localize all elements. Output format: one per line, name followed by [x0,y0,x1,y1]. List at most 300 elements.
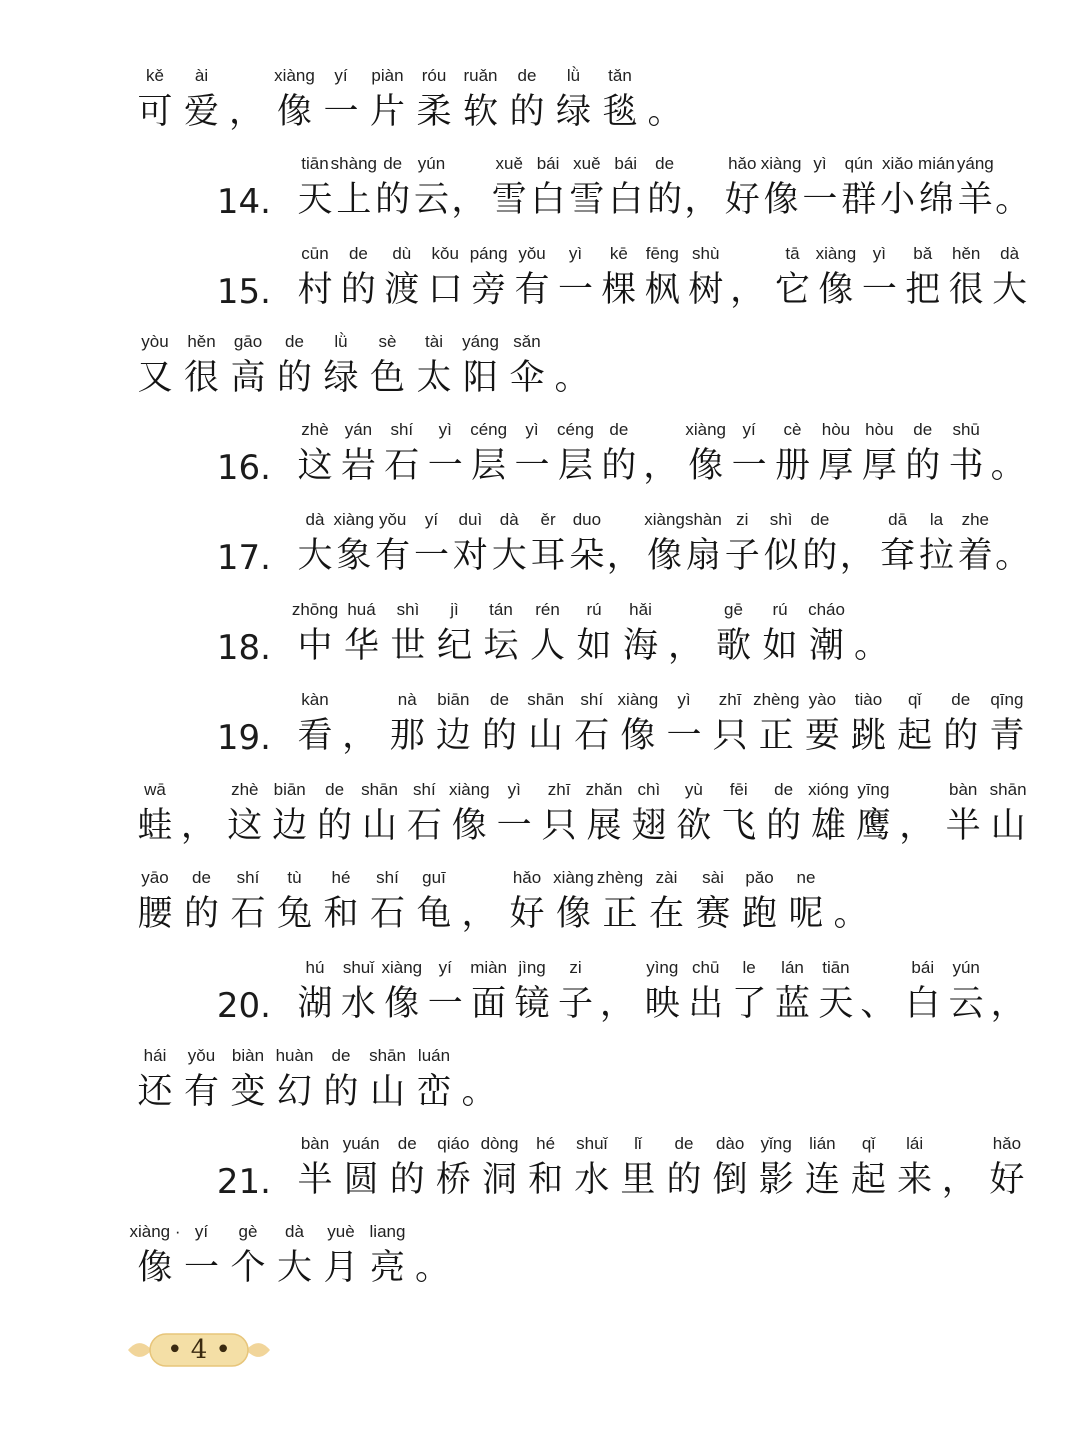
item-number: 20. [216,986,271,1026]
hanzi: 水 [574,1160,610,1200]
pinyin: hái [143,1046,167,1065]
hanzi: 跑 [741,894,777,934]
pinyin: zhe [961,510,990,529]
pinyin: tài [425,332,443,351]
punctuation [987,958,1033,1048]
text-line [0,780,1079,870]
hanzi: 。 [415,1248,451,1288]
hanzi: 的 [317,806,353,846]
hanzi: 。 [995,180,1031,220]
hanzi: ， [599,984,635,1024]
pinyin-character [292,690,338,780]
hanzi: 那 [389,716,425,756]
pinyin: hòu [821,420,851,439]
pinyin: yì [507,780,521,799]
hanzi: 棵 [601,270,637,310]
pinyin: zài [655,868,678,887]
hanzi: 一 [323,92,359,132]
pinyin: de [655,154,675,173]
pinyin: yí [742,420,756,439]
hanzi: ， [899,806,935,846]
punctuation [551,332,597,422]
pinyin: hú [305,958,325,977]
pinyin: xiàng [274,66,315,85]
hanzi: 飞 [721,806,757,846]
hanzi: 只 [541,806,577,846]
pinyin: zi [569,958,582,977]
hanzi: 和 [323,894,359,934]
pinyin: de [951,690,971,709]
hanzi: ， [990,984,1026,1024]
pinyin: de [774,780,794,799]
pinyin: rén [535,600,560,619]
pinyin: lǐ [634,1134,642,1153]
hanzi: 有 [183,1072,219,1112]
pinyin: xiàng [333,510,375,529]
pinyin: xiǎo [882,154,914,173]
hanzi: 来 [897,1160,933,1200]
hanzi: ， [839,536,875,576]
pinyin: xiàng [448,780,490,799]
pinyin: qīng [990,690,1024,709]
pinyin: cūn [301,244,329,263]
pinyin: qún [844,154,873,173]
pinyin: xiàng [644,510,685,529]
hanzi: 的 [276,358,312,398]
page-number-badge [124,1330,274,1370]
text-line [0,958,1079,1048]
hanzi: 一 [861,270,897,310]
text-line [0,332,1079,422]
hanzi: 大 [491,536,527,576]
pinyin: lán [781,958,804,977]
pinyin: guī [422,868,446,887]
pinyin: tiào [854,690,883,709]
pinyin: jì [450,600,459,619]
pinyin: fēng [645,244,679,263]
hanzi: 可 [137,92,173,132]
hanzi: 月 [323,1248,359,1288]
pinyin: jìng [518,958,546,977]
hanzi: 边 [272,806,308,846]
pinyin: ài [194,66,209,85]
pinyin: yuè [327,1222,355,1241]
hanzi: 幻 [276,1072,312,1112]
hanzi: 的 [666,1160,702,1200]
pinyin: biān [273,780,306,799]
pinyin: yǒu [187,1046,216,1065]
pinyin: hǎo [512,868,542,887]
pinyin-character [683,244,729,334]
hanzi: 像 [451,806,487,846]
pinyin: lǜ [334,332,348,351]
hanzi: 雪 [491,180,527,220]
pinyin: zhèng [753,690,800,709]
text-line [0,244,1079,334]
hanzi: 像 [384,984,420,1024]
hanzi: 边 [435,716,471,756]
pinyin: duo [572,510,602,529]
pinyin: de [609,420,629,439]
pinyin: yìng [646,958,679,977]
pinyin: yīng [857,780,890,799]
hanzi: 软 [462,92,498,132]
pinyin: hǎi [629,600,652,619]
hanzi: ， [451,180,487,220]
punctuation [850,600,896,690]
hanzi: 又 [137,358,173,398]
hanzi: 潮 [808,626,844,666]
punctuation [830,868,876,958]
hanzi: 的 [323,1072,359,1112]
pinyin: shān [527,690,565,709]
pinyin: yāo [141,868,169,887]
pinyin: qǐ [908,690,922,709]
hanzi: 朵 [569,536,605,576]
pinyin: shàng [330,154,377,173]
hanzi: 。 [995,536,1031,576]
pinyin: hěn [187,332,216,351]
hanzi: 雄 [810,806,846,846]
pinyin: sài [702,868,724,887]
pinyin: shù [691,244,720,263]
hanzi: 跳 [850,716,886,756]
hanzi: 了 [731,984,767,1024]
hanzi: 书 [948,446,984,486]
pinyin: xuě [495,154,523,173]
hanzi: 的 [943,716,979,756]
hanzi: 。 [854,626,890,666]
hanzi: 的 [340,270,376,310]
pinyin: shì [769,510,793,529]
hanzi: 山 [369,1072,405,1112]
text-line [0,1046,1079,1136]
pinyin: shān [369,1046,406,1065]
text-line [0,690,1079,780]
hanzi: 坛 [483,626,519,666]
hanzi: 一 [802,180,838,220]
pinyin: de [397,1134,417,1153]
text-line [0,1222,1079,1312]
hanzi: 它 [775,270,811,310]
hanzi: 石 [384,446,420,486]
pinyin: yì [525,420,539,439]
pinyin: cè [783,420,802,439]
hanzi: 柔 [416,92,452,132]
punctuation [411,1222,457,1312]
hanzi: 云 [414,180,450,220]
hanzi: 要 [804,716,840,756]
hanzi: 。 [554,358,590,398]
hanzi: 鹰 [855,806,891,846]
hanzi: 层 [471,446,507,486]
item-number: 15. [216,272,271,312]
hanzi: 似 [763,536,799,576]
pinyin: gāo [233,332,263,351]
hanzi: 岩 [340,446,376,486]
hanzi: 白 [530,180,566,220]
pinyin: hé [536,1134,556,1153]
pinyin: bàn [300,1134,330,1153]
pinyin: zhè [231,780,259,799]
pinyin: biān [437,690,470,709]
pinyin-character [850,780,896,870]
hanzi: 还 [137,1072,173,1112]
hanzi: 对 [452,536,488,576]
pinyin: shí [376,868,399,887]
pinyin: xuě [573,154,601,173]
hanzi: 龟 [416,894,452,934]
hanzi: 羊 [957,180,993,220]
hanzi: 峦 [416,1072,452,1112]
text-line [0,1134,1079,1224]
pinyin: dà [1000,244,1020,263]
pinyin: páng [469,244,508,263]
hanzi: 海 [622,626,658,666]
hanzi: 和 [528,1160,564,1200]
hanzi: 湖 [297,984,333,1024]
pinyin-character [985,780,1031,870]
pinyin: xiàng · [129,1222,181,1241]
hanzi: 镜 [514,984,550,1024]
hanzi: 起 [897,716,933,756]
pinyin: xiàng [815,244,857,263]
hanzi: 像 [647,536,683,576]
hanzi: 大 [297,536,333,576]
hanzi: 一 [557,270,593,310]
hanzi: 人 [529,626,565,666]
hanzi: 。 [461,1072,497,1112]
hanzi: 映 [644,984,680,1024]
hanzi: 着 [957,536,993,576]
hanzi: 把 [905,270,941,310]
item-number: 18. [216,628,271,668]
pinyin: céng [557,420,594,439]
hanzi: 的 [802,536,838,576]
hanzi: 一 [414,536,450,576]
hanzi: 像 [688,446,724,486]
pinyin: cháo [808,600,845,619]
hanzi: 影 [758,1160,794,1200]
pinyin: dào [715,1134,745,1153]
hanzi: 呢 [788,894,824,934]
hanzi: 树 [688,270,724,310]
hanzi: 兔 [276,894,312,934]
pinyin: shān [361,780,398,799]
pinyin: nà [397,690,417,709]
pinyin: chū [691,958,720,977]
hanzi: 半 [297,1160,333,1200]
pinyin: liang [369,1222,406,1241]
hanzi: 水 [340,984,376,1024]
hanzi: 耷 [880,536,916,576]
punctuation [991,154,1037,244]
pinyin: huàn [275,1046,314,1065]
page-number: • 4 • [167,1335,231,1365]
hanzi: 绿 [555,92,591,132]
hanzi: 面 [471,984,507,1024]
pinyin-character [987,244,1033,334]
pinyin: wā [144,780,166,799]
pinyin: de [913,420,933,439]
hanzi: ， [643,446,679,486]
pinyin: de [285,332,304,351]
pinyin: céng [470,420,508,439]
pinyin: yáng [956,154,994,173]
pinyin: kàn [301,690,329,709]
pinyin: yáng [462,332,499,351]
pinyin: shí [413,780,436,799]
pinyin: rú [772,600,788,619]
hanzi: 。 [647,92,683,132]
pinyin: yǒu [518,244,546,263]
hanzi: 像 [818,270,854,310]
hanzi: ， [730,270,766,310]
pinyin: biàn [231,1046,265,1065]
hanzi: 小 [880,180,916,220]
pinyin: shān [989,780,1027,799]
pinyin: shàn [684,510,722,529]
pinyin: tiān [822,958,850,977]
pinyin-character [892,1134,938,1224]
pinyin: zhī [547,780,571,799]
hanzi: 的 [766,806,802,846]
hanzi: ， [684,180,720,220]
text-line [0,600,1079,690]
hanzi: 色 [369,358,405,398]
pinyin: shuǐ [342,958,374,977]
pinyin: xiàng [553,868,594,887]
hanzi: 片 [369,92,405,132]
pinyin: yí [194,1222,209,1241]
pinyin: de [490,690,509,709]
hanzi: 册 [775,446,811,486]
hanzi: 翅 [631,806,667,846]
pinyin-character [618,600,664,690]
hanzi: 半 [945,806,981,846]
pinyin: dà [499,510,519,529]
pinyin: gē [724,600,743,619]
hanzi: 桥 [435,1160,471,1200]
pinyin: sǎn [513,332,541,351]
punctuation [991,510,1037,600]
hanzi: 有 [375,536,411,576]
pinyin: hǎo [728,154,757,173]
pinyin: kě [146,66,164,85]
hanzi: 中 [297,626,333,666]
punctuation [987,420,1033,510]
pinyin: de [348,244,368,263]
pinyin: tā [785,244,800,263]
hanzi: 纪 [436,626,472,666]
item-number: 21. [216,1162,271,1202]
item-number: 16. [216,448,271,488]
hanzi: 的 [375,180,411,220]
pinyin: yí [438,958,452,977]
pinyin: kē [609,244,628,263]
hanzi: 的 [389,1160,425,1200]
pinyin: yì [813,154,827,173]
hanzi: 只 [712,716,748,756]
pinyin: sè [378,332,397,351]
hanzi: 一 [427,984,463,1024]
hanzi: 高 [230,358,266,398]
pinyin-character [783,868,829,958]
pinyin-character [943,958,989,1048]
hanzi: 正 [602,894,638,934]
pinyin: huá [347,600,376,619]
hanzi: 有 [514,270,550,310]
hanzi: 石 [406,806,442,846]
item-number: 14. [216,182,271,222]
hanzi: 在 [648,894,684,934]
hanzi: 枫 [644,270,680,310]
pinyin: yì [872,244,886,263]
pinyin-character [504,332,550,422]
pinyin: bàn [949,780,978,799]
pinyin-character [132,780,178,870]
hanzi: 一 [731,446,767,486]
hanzi: 的 [509,92,545,132]
pinyin: yǒu [378,510,407,529]
pinyin: zhèng [596,868,644,887]
hanzi: 子 [557,984,593,1024]
hanzi: 太 [416,358,452,398]
pinyin: shuǐ [576,1134,608,1153]
text-line [0,66,1079,156]
hanzi: 出 [688,984,724,1024]
pinyin: xióng [808,780,849,799]
pinyin: lái [906,1134,924,1153]
hanzi: 如 [576,626,612,666]
pinyin: dù [392,244,412,263]
hanzi: 一 [496,806,532,846]
pinyin: bái [536,154,560,173]
pinyin: yù [684,780,703,799]
pinyin-character [984,690,1030,780]
hanzi: 的 [905,446,941,486]
pinyin-character [596,420,642,510]
hanzi: 起 [850,1160,886,1200]
punctuation [458,1046,504,1136]
hanzi: 石 [230,894,266,934]
pinyin: yì [677,690,691,709]
pinyin: fēi [729,780,748,799]
item-number: 19. [216,718,271,758]
pinyin: róu [421,66,447,85]
pinyin-character [179,66,225,156]
hanzi: 云 [948,984,984,1024]
pinyin: lián [809,1134,836,1153]
hanzi: 好 [989,1160,1025,1200]
hanzi: 子 [724,536,760,576]
pinyin-character [804,600,850,690]
text-line [0,154,1079,244]
pinyin: zhī [718,690,742,709]
pinyin: shì [396,600,420,619]
hanzi: 绿 [323,358,359,398]
pinyin: tǎn [608,66,632,85]
pinyin: dà [285,1222,304,1241]
pinyin: yún [417,154,446,173]
hanzi: 象 [336,536,372,576]
hanzi: 好 [509,894,545,934]
hanzi: ， [461,894,497,934]
pinyin: yuán [342,1134,380,1153]
hanzi: 层 [557,446,593,486]
hanzi: 个 [230,1248,266,1288]
pinyin: duì [458,510,483,529]
